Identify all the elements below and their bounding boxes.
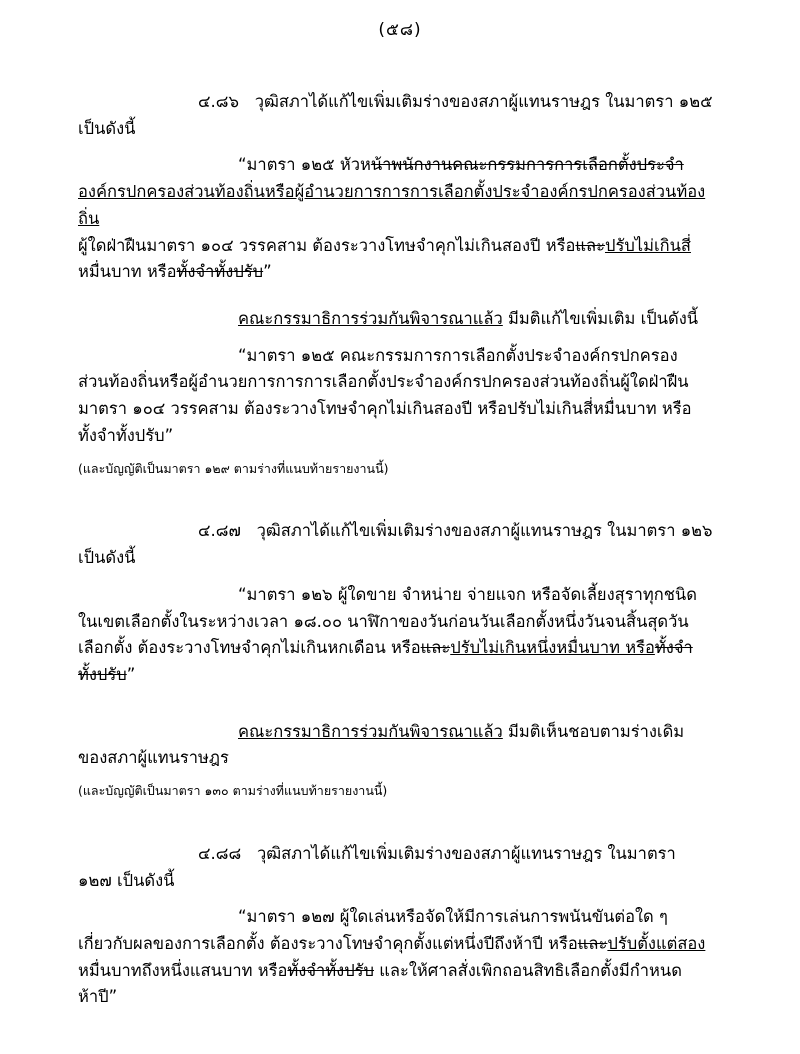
committee-heading bbox=[78, 719, 722, 746]
spacer bbox=[78, 572, 722, 582]
committee-heading-rest: มีมติแก้ไขเพิ่มเติม เป็นดังนี้ bbox=[502, 309, 699, 329]
item-intro-text: วุฒิสภาได้แก้ไขเพิ่มเติมร่างของสภาผู้แทนราษฎร ในมาตรา bbox=[256, 843, 676, 863]
section-item-487 bbox=[78, 518, 722, 801]
footnote: (และบัญญัติเป็นมาตรา ๑๒๙ ตามร่างที่แนบท้ายรายงานนี้) bbox=[78, 460, 389, 476]
result-line: “มาตรา ๑๒๕ คณะกรรมการการเลือกตั้งประจำองค์กรปกครอง bbox=[238, 345, 678, 365]
spacer bbox=[78, 333, 722, 343]
quote-segment-underlined: ปรับไม่เกินสี่ bbox=[604, 235, 691, 255]
section-item-488 bbox=[78, 841, 722, 1011]
quote-line bbox=[78, 904, 722, 931]
section-intro bbox=[78, 841, 722, 868]
spacer bbox=[78, 286, 722, 306]
quote-segment-struck: ทั้งปรับ bbox=[78, 664, 127, 684]
section-intro bbox=[78, 89, 722, 116]
quote-segment-underlined: ปรับไม่เกินหนึ่งหมื่นบาท หรือ bbox=[450, 638, 655, 658]
quote-line bbox=[78, 259, 722, 286]
quote-segment-struck: ทั้งจำทั้งปรับ bbox=[287, 960, 375, 980]
section-intro-line2: เป็นดังนี้ bbox=[78, 548, 136, 568]
quote-segment: ” bbox=[263, 262, 272, 282]
item-number: ๔.๘๘ bbox=[198, 843, 242, 863]
quote-segment: “มาตรา ๑๒๕ หัวห bbox=[238, 155, 371, 175]
spacer bbox=[78, 894, 722, 904]
committee-heading-underlined: คณะกรรมาธิการร่วมกันพิจารณาแล้ว bbox=[238, 721, 503, 741]
quote-segment: ในเขตเลือกตั้งในระหว่างเวลา ๑๘.๐๐ นาฬิกาของวันก่อนวันเลือกตั้งหนึ่งวันจนสิ้นสุดวัน bbox=[78, 611, 689, 631]
section-intro bbox=[78, 518, 722, 545]
quote-line bbox=[78, 152, 722, 179]
quote-segment: “มาตรา ๑๒๗ ผู้ใดเล่นหรือจัดให้มีการเล่นการพนันขันต่อใด ๆ bbox=[238, 907, 668, 927]
spacer bbox=[78, 450, 722, 460]
quote-segment: “มาตรา ๑๒๖ ผู้ใดขาย จำหน่าย จ่ายแจก หรือจัดเลี้ยงสุราทุกชนิด bbox=[238, 584, 697, 604]
quote-segment-struck: ทั้งจำ bbox=[654, 638, 693, 658]
page-number: (๕๘) bbox=[378, 20, 422, 40]
quote-segment: เกี่ยวกับผลของการเลือกตั้ง ต้องระวางโทษจำคุกตั้งแต่หนึ่งปีถึงห้าปี หรือ bbox=[78, 934, 578, 954]
committee-heading-underlined: คณะกรรมาธิการร่วมกันพิจารณาแล้ว bbox=[238, 309, 503, 329]
quote-line bbox=[78, 931, 722, 958]
item-number: ๔.๘๗ bbox=[198, 521, 241, 541]
quote-segment-struck: น้าพนักงานคณะกรรมการการเลือกตั้งประจำ bbox=[370, 155, 684, 175]
spacer bbox=[78, 772, 722, 782]
quote-line bbox=[78, 958, 722, 985]
spacer bbox=[78, 142, 722, 152]
item-intro-text: วุฒิสภาได้แก้ไขเพิ่มเติมร่างของสภาผู้แทนราษฎร ในมาตรา ๑๒๖ bbox=[256, 521, 713, 541]
item-intro-text: วุฒิสภาได้แก้ไขเพิ่มเติมร่างของสภาผู้แทนราษฎร ในมาตรา ๑๒๕ bbox=[254, 92, 713, 111]
quote-line bbox=[78, 233, 722, 260]
quote-segment-underlined: องค์กรปกครองส่วนท้องถิ่นหรือผู้อำนวยการการการเลือกตั้งประจำองค์กรปกครองส่วนท้องถิ่น bbox=[78, 182, 706, 228]
quote-line bbox=[78, 984, 722, 1011]
quote-line bbox=[78, 582, 722, 609]
quote-line bbox=[78, 179, 722, 232]
spacer bbox=[78, 478, 722, 518]
result-line: มาตรา ๑๐๔ วรรคสาม ต้องระวางโทษจำคุกไม่เกินสองปี หรือปรับไม่เกินสี่หมื่นบาท หรือ bbox=[78, 399, 692, 419]
quote-segment: หมื่นบาทถึงหนึ่งแสนบาท หรือ bbox=[78, 960, 288, 980]
item-number: ๔.๘๖ bbox=[198, 92, 239, 111]
section-intro-line2: เป็นดังนี้ bbox=[78, 118, 136, 138]
section-item-486 bbox=[78, 89, 722, 478]
footnote: (และบัญญัติเป็นมาตรา ๑๓๐ ตามร่างที่แนบท้ายรายงานนี้) bbox=[78, 783, 388, 799]
quote-segment: เลือกตั้ง ต้องระวางโทษจำคุกไม่เกินหกเดือน หรือ bbox=[78, 638, 421, 658]
quote-line bbox=[78, 609, 722, 636]
quote-segment-underlined: ปรับตั้งแต่สอง bbox=[607, 934, 706, 954]
quote-segment-struck: และ bbox=[420, 638, 451, 658]
spacer bbox=[78, 689, 722, 719]
quote-segment: ” bbox=[126, 664, 136, 684]
quote-segment: และให้ศาลสั่งเพิกถอนสิทธิเลือกตั้งมีกำหนด bbox=[374, 960, 682, 980]
quote-line bbox=[78, 662, 722, 689]
quote-segment-struck: ทั้งจำทั้งปรับ bbox=[176, 262, 264, 282]
result-line: ส่วนท้องถิ่นหรือผู้อำนวยการการการเลือกตั้งประจำองค์กรปกครองส่วนท้องถิ่นผู้ใดฝ่าฝืน bbox=[78, 372, 689, 392]
committee-heading bbox=[78, 306, 722, 333]
spacer bbox=[78, 801, 722, 841]
quote-segment: หมื่นบาท หรือ bbox=[78, 262, 177, 282]
quote-segment-struck: และ bbox=[577, 934, 608, 954]
quote-segment: ผู้ใดฝ่าฝืนมาตรา ๑๐๔ วรรคสาม ต้องระวางโทษจำคุกไม่เกินสองปี หรือ bbox=[78, 235, 576, 255]
section-intro-line2: ๑๒๗ เป็นดังนี้ bbox=[78, 870, 175, 890]
quote-segment-struck: และ bbox=[575, 235, 605, 255]
committee-heading-rest: มีมติเห็นชอบตามร่างเดิม bbox=[502, 721, 685, 741]
quote-line bbox=[78, 635, 722, 662]
quote-segment: ห้าปี” bbox=[78, 987, 118, 1007]
committee-heading-line2: ของสภาผู้แทนราษฎร bbox=[78, 748, 229, 768]
result-line: ทั้งจำทั้งปรับ” bbox=[78, 425, 174, 445]
